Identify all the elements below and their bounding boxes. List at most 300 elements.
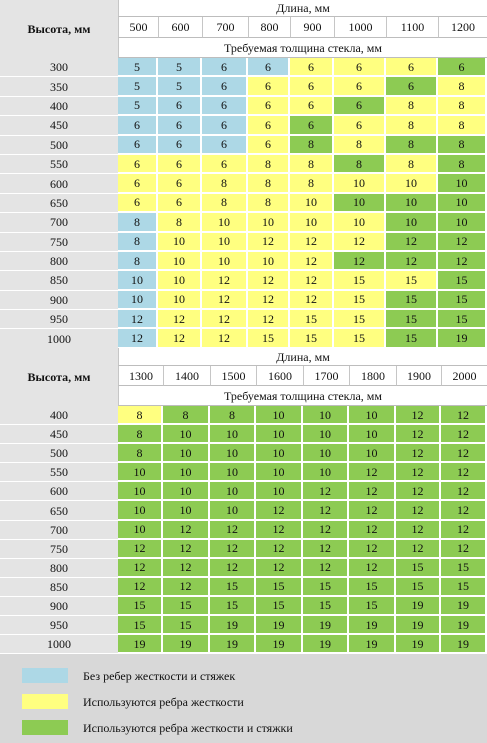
thickness-cell: 12 xyxy=(163,578,210,597)
row-height-label: 850 xyxy=(0,578,118,597)
thickness-cell: 8 xyxy=(334,155,386,174)
thickness-cell: 12 xyxy=(256,501,303,520)
thickness-cell: 12 xyxy=(256,521,303,540)
thickness-cell: 8 xyxy=(386,155,438,174)
thickness-cell: 10 xyxy=(349,406,396,425)
length-header: Длина, мм xyxy=(118,0,487,17)
row-height-label: 850 xyxy=(0,271,118,290)
legend-swatch xyxy=(22,694,68,709)
thickness-cell: 6 xyxy=(202,77,248,96)
row-height-label: 900 xyxy=(0,597,118,616)
thickness-cell: 12 xyxy=(210,540,256,559)
table-row xyxy=(0,463,487,482)
thickness-cell: 19 xyxy=(118,635,163,654)
thickness-cell: 6 xyxy=(202,136,248,155)
thickness-cell: 12 xyxy=(396,425,441,444)
thickness-cell: 12 xyxy=(202,271,248,290)
thickness-cell: 10 xyxy=(438,213,487,232)
thickness-cell: 19 xyxy=(396,635,441,654)
thickness-cell: 10 xyxy=(303,444,349,463)
thickness-cell: 6 xyxy=(248,77,290,96)
thickness-cell: 12 xyxy=(158,310,202,329)
table-row xyxy=(0,616,487,635)
table-row xyxy=(0,97,487,116)
legend-label: Без ребер жесткости и стяжек xyxy=(83,669,236,683)
row-height-label: 300 xyxy=(0,58,118,77)
thickness-cell: 15 xyxy=(334,329,386,348)
thickness-cell: 8 xyxy=(118,252,158,271)
thickness-cell: 10 xyxy=(256,444,303,463)
length-value: 800 xyxy=(248,17,290,38)
thickness-cell: 10 xyxy=(438,174,487,193)
thickness-cell: 15 xyxy=(441,559,487,578)
thickness-cell: 12 xyxy=(349,521,396,540)
thickness-cell: 15 xyxy=(303,597,349,616)
thickness-cell: 8 xyxy=(290,155,334,174)
thickness-cell: 15 xyxy=(441,578,487,597)
table-row xyxy=(0,77,487,96)
thickness-cell: 10 xyxy=(210,482,256,501)
thickness-cell: 10 xyxy=(303,406,349,425)
table-row xyxy=(0,136,487,155)
thickness-cell: 8 xyxy=(386,116,438,135)
row-height-label: 700 xyxy=(0,521,118,540)
thickness-cell: 12 xyxy=(441,521,487,540)
thickness-cell: 8 xyxy=(118,425,163,444)
thickness-cell: 12 xyxy=(396,406,441,425)
thickness-cell: 12 xyxy=(334,252,386,271)
thickness-cell: 15 xyxy=(334,271,386,290)
thickness-cell: 12 xyxy=(248,310,290,329)
thickness-cell: 6 xyxy=(334,77,386,96)
thickness-cell: 12 xyxy=(349,540,396,559)
row-height-label: 400 xyxy=(0,406,118,425)
row-height-label: 700 xyxy=(0,213,118,232)
thickness-cell: 12 xyxy=(396,521,441,540)
thickness-cell: 10 xyxy=(334,174,386,193)
thickness-cell: 12 xyxy=(256,559,303,578)
thickness-cell: 12 xyxy=(118,329,158,348)
thickness-cell: 10 xyxy=(202,252,248,271)
length-value: 1900 xyxy=(396,366,441,386)
thickness-cell: 12 xyxy=(349,559,396,578)
thickness-cell: 12 xyxy=(118,559,163,578)
thickness-cell: 12 xyxy=(349,482,396,501)
thickness-cell: 12 xyxy=(303,482,349,501)
thickness-cell: 6 xyxy=(118,194,158,213)
thickness-cell: 10 xyxy=(118,521,163,540)
thickness-cell: 10 xyxy=(256,406,303,425)
thickness-cell: 12 xyxy=(441,540,487,559)
thickness-cell: 12 xyxy=(349,463,396,482)
thickness-cell: 12 xyxy=(248,291,290,310)
thickness-cell: 10 xyxy=(118,463,163,482)
row-height-label: 950 xyxy=(0,616,118,635)
thickness-cell: 15 xyxy=(386,310,438,329)
thickness-cell: 8 xyxy=(248,194,290,213)
thickness-cell: 19 xyxy=(441,597,487,616)
thickness-cell: 19 xyxy=(396,616,441,635)
row-height-label: 1000 xyxy=(0,635,118,654)
thickness-cell: 15 xyxy=(290,329,334,348)
thickness-cell: 12 xyxy=(290,291,334,310)
thickness-cell: 6 xyxy=(290,97,334,116)
table-row xyxy=(0,252,487,271)
thickness-cell: 12 xyxy=(396,501,441,520)
thickness-cell: 10 xyxy=(256,463,303,482)
table-row xyxy=(0,174,487,193)
thickness-cell: 6 xyxy=(158,155,202,174)
thickness-cell: 6 xyxy=(158,136,202,155)
thickness-cell: 12 xyxy=(303,540,349,559)
thickness-cell: 12 xyxy=(441,425,487,444)
row-height-label: 800 xyxy=(0,559,118,578)
legend-item-no-ribs xyxy=(0,665,487,685)
length-header: Длина, мм xyxy=(118,348,487,366)
thickness-cell: 5 xyxy=(118,77,158,96)
thickness-cell: 10 xyxy=(349,425,396,444)
thickness-header: Требуемая толщина стекла, мм xyxy=(118,38,487,58)
thickness-cell: 12 xyxy=(163,540,210,559)
thickness-header: Требуемая толщина стекла, мм xyxy=(118,386,487,406)
row-height-label: 950 xyxy=(0,310,118,329)
thickness-cell: 10 xyxy=(163,444,210,463)
row-height-label: 1000 xyxy=(0,329,118,348)
thickness-cell: 8 xyxy=(386,97,438,116)
thickness-cell: 12 xyxy=(438,233,487,252)
thickness-cell: 10 xyxy=(334,213,386,232)
thickness-cell: 8 xyxy=(118,233,158,252)
thickness-cell: 15 xyxy=(334,291,386,310)
thickness-cell: 12 xyxy=(396,463,441,482)
thickness-cell: 15 xyxy=(386,271,438,290)
thickness-cell: 10 xyxy=(210,425,256,444)
thickness-cell: 12 xyxy=(158,329,202,348)
row-height-label: 600 xyxy=(0,174,118,193)
thickness-cell: 10 xyxy=(248,213,290,232)
table-row xyxy=(0,58,487,77)
row-height-label: 550 xyxy=(0,155,118,174)
thickness-cell: 10 xyxy=(118,482,163,501)
thickness-cell: 8 xyxy=(386,136,438,155)
thickness-cell: 10 xyxy=(158,271,202,290)
row-height-label: 400 xyxy=(0,97,118,116)
thickness-cell: 10 xyxy=(256,425,303,444)
thickness-cell: 15 xyxy=(396,559,441,578)
thickness-cell: 19 xyxy=(256,616,303,635)
length-value: 2000 xyxy=(441,366,487,386)
thickness-cell: 6 xyxy=(290,77,334,96)
thickness-cell: 19 xyxy=(349,616,396,635)
table-row xyxy=(0,597,487,616)
thickness-cell: 8 xyxy=(438,116,487,135)
thickness-cell: 6 xyxy=(334,58,386,77)
thickness-cell: 19 xyxy=(163,635,210,654)
thickness-cell: 15 xyxy=(256,578,303,597)
row-height-label: 800 xyxy=(0,252,118,271)
thickness-cell: 10 xyxy=(158,291,202,310)
thickness-cell: 12 xyxy=(202,291,248,310)
thickness-cell: 8 xyxy=(202,174,248,193)
thickness-cell: 10 xyxy=(163,482,210,501)
row-height-label: 450 xyxy=(0,116,118,135)
thickness-cell: 15 xyxy=(290,310,334,329)
thickness-cell: 15 xyxy=(349,578,396,597)
thickness-cell: 8 xyxy=(438,77,487,96)
thickness-cell: 8 xyxy=(334,136,386,155)
thickness-cell: 12 xyxy=(290,252,334,271)
legend-swatch xyxy=(22,668,68,683)
thickness-cell: 12 xyxy=(334,233,386,252)
thickness-cell: 15 xyxy=(438,271,487,290)
thickness-cell: 6 xyxy=(158,194,202,213)
table-row xyxy=(0,501,487,520)
thickness-cell: 19 xyxy=(441,616,487,635)
height-header: Высота, мм xyxy=(0,0,118,58)
thickness-cell: 15 xyxy=(438,310,487,329)
thickness-cell: 15 xyxy=(248,329,290,348)
table-row xyxy=(0,233,487,252)
thickness-cell: 19 xyxy=(349,635,396,654)
thickness-cell: 15 xyxy=(163,597,210,616)
length-value: 1200 xyxy=(438,17,487,38)
thickness-cell: 8 xyxy=(118,213,158,232)
row-height-label: 750 xyxy=(0,540,118,559)
thickness-cell: 12 xyxy=(396,540,441,559)
thickness-cell: 15 xyxy=(210,597,256,616)
length-value: 1700 xyxy=(303,366,349,386)
table-row xyxy=(0,291,487,310)
legend-swatch xyxy=(22,720,68,735)
thickness-cell: 12 xyxy=(396,482,441,501)
thickness-cell: 12 xyxy=(441,501,487,520)
thickness-cell: 10 xyxy=(118,501,163,520)
thickness-cell: 5 xyxy=(118,58,158,77)
thickness-cell: 12 xyxy=(290,233,334,252)
thickness-table-2 xyxy=(0,348,487,654)
thickness-cell: 10 xyxy=(163,501,210,520)
thickness-cell: 6 xyxy=(290,58,334,77)
thickness-cell: 8 xyxy=(202,194,248,213)
thickness-cell: 12 xyxy=(303,521,349,540)
thickness-cell: 15 xyxy=(303,578,349,597)
thickness-cell: 10 xyxy=(210,463,256,482)
thickness-cell: 6 xyxy=(248,136,290,155)
table-row xyxy=(0,559,487,578)
length-value: 500 xyxy=(118,17,158,38)
thickness-cell: 15 xyxy=(386,329,438,348)
thickness-cell: 10 xyxy=(334,194,386,213)
row-height-label: 350 xyxy=(0,77,118,96)
thickness-cell: 12 xyxy=(386,233,438,252)
thickness-cell: 15 xyxy=(386,291,438,310)
row-height-label: 750 xyxy=(0,233,118,252)
legend-label: Используются ребра жесткости и стяжки xyxy=(83,721,293,735)
legend-item-ribs-and-ties xyxy=(0,717,487,737)
table-row xyxy=(0,635,487,654)
row-height-label: 500 xyxy=(0,136,118,155)
thickness-cell: 8 xyxy=(158,213,202,232)
thickness-cell: 8 xyxy=(248,155,290,174)
thickness-cell: 12 xyxy=(303,559,349,578)
legend-item-ribs xyxy=(0,691,487,711)
thickness-cell: 10 xyxy=(290,213,334,232)
table-row xyxy=(0,540,487,559)
legend xyxy=(0,662,487,743)
thickness-cell: 10 xyxy=(158,252,202,271)
thickness-cell: 8 xyxy=(438,97,487,116)
length-value: 700 xyxy=(202,17,248,38)
length-value: 1100 xyxy=(386,17,438,38)
table-row xyxy=(0,521,487,540)
thickness-cell: 6 xyxy=(334,116,386,135)
thickness-cell: 12 xyxy=(441,482,487,501)
thickness-cell: 19 xyxy=(303,616,349,635)
thickness-cell: 15 xyxy=(256,597,303,616)
thickness-cell: 6 xyxy=(118,116,158,135)
thickness-cell: 19 xyxy=(256,635,303,654)
thickness-cell: 12 xyxy=(210,559,256,578)
thickness-cell: 10 xyxy=(163,463,210,482)
thickness-cell: 10 xyxy=(438,194,487,213)
thickness-cell: 8 xyxy=(118,444,163,463)
thickness-cell: 10 xyxy=(118,271,158,290)
thickness-cell: 12 xyxy=(118,310,158,329)
thickness-cell: 10 xyxy=(202,233,248,252)
thickness-cell: 6 xyxy=(248,116,290,135)
thickness-cell: 10 xyxy=(210,444,256,463)
thickness-cell: 6 xyxy=(118,155,158,174)
thickness-cell: 19 xyxy=(210,635,256,654)
row-height-label: 500 xyxy=(0,444,118,463)
thickness-cell: 8 xyxy=(290,174,334,193)
thickness-cell: 6 xyxy=(290,116,334,135)
thickness-cell: 12 xyxy=(248,271,290,290)
thickness-cell: 12 xyxy=(202,329,248,348)
thickness-cell: 15 xyxy=(438,291,487,310)
thickness-cell: 12 xyxy=(210,521,256,540)
thickness-cell: 6 xyxy=(202,116,248,135)
thickness-cell: 8 xyxy=(290,136,334,155)
thickness-cell: 12 xyxy=(163,521,210,540)
thickness-cell: 10 xyxy=(210,501,256,520)
thickness-cell: 19 xyxy=(210,616,256,635)
table-row xyxy=(0,578,487,597)
thickness-cell: 15 xyxy=(118,597,163,616)
thickness-cell: 10 xyxy=(386,194,438,213)
thickness-cell: 12 xyxy=(118,578,163,597)
thickness-cell: 8 xyxy=(438,155,487,174)
thickness-cell: 12 xyxy=(303,501,349,520)
thickness-cell: 6 xyxy=(438,58,487,77)
legend-label: Используются ребра жесткости xyxy=(83,695,244,709)
length-value: 1800 xyxy=(349,366,396,386)
table-row xyxy=(0,310,487,329)
table-row xyxy=(0,406,487,425)
thickness-cell: 5 xyxy=(158,58,202,77)
row-height-label: 550 xyxy=(0,463,118,482)
thickness-cell: 12 xyxy=(441,444,487,463)
thickness-cell: 6 xyxy=(158,174,202,193)
thickness-cell: 12 xyxy=(438,252,487,271)
thickness-cell: 8 xyxy=(210,406,256,425)
row-height-label: 600 xyxy=(0,482,118,501)
thickness-cell: 12 xyxy=(349,501,396,520)
thickness-cell: 15 xyxy=(334,310,386,329)
table-row xyxy=(0,425,487,444)
thickness-cell: 12 xyxy=(396,444,441,463)
thickness-cell: 8 xyxy=(118,406,163,425)
thickness-cell: 10 xyxy=(386,174,438,193)
thickness-cell: 10 xyxy=(386,213,438,232)
thickness-cell: 15 xyxy=(163,616,210,635)
thickness-cell: 12 xyxy=(256,540,303,559)
thickness-cell: 6 xyxy=(118,174,158,193)
length-value: 600 xyxy=(158,17,202,38)
thickness-cell: 12 xyxy=(441,406,487,425)
thickness-cell: 10 xyxy=(118,291,158,310)
thickness-cell: 10 xyxy=(158,233,202,252)
thickness-cell: 10 xyxy=(202,213,248,232)
thickness-cell: 6 xyxy=(334,97,386,116)
table-row xyxy=(0,482,487,501)
thickness-cell: 6 xyxy=(158,97,202,116)
thickness-cell: 12 xyxy=(118,540,163,559)
thickness-cell: 12 xyxy=(290,271,334,290)
table-row xyxy=(0,271,487,290)
length-value: 900 xyxy=(290,17,334,38)
thickness-cell: 10 xyxy=(290,194,334,213)
length-value: 1000 xyxy=(334,17,386,38)
length-value: 1400 xyxy=(163,366,210,386)
table-row xyxy=(0,116,487,135)
thickness-cell: 10 xyxy=(256,482,303,501)
thickness-cell: 6 xyxy=(202,97,248,116)
thickness-cell: 10 xyxy=(303,425,349,444)
thickness-cell: 6 xyxy=(248,97,290,116)
thickness-cell: 15 xyxy=(349,597,396,616)
thickness-cell: 19 xyxy=(441,635,487,654)
thickness-cell: 19 xyxy=(303,635,349,654)
thickness-cell: 15 xyxy=(210,578,256,597)
thickness-cell: 6 xyxy=(158,116,202,135)
thickness-table-1 xyxy=(0,0,487,349)
thickness-cell: 10 xyxy=(349,444,396,463)
row-height-label: 900 xyxy=(0,291,118,310)
thickness-cell: 8 xyxy=(248,174,290,193)
thickness-cell: 15 xyxy=(118,616,163,635)
thickness-cell: 10 xyxy=(303,463,349,482)
thickness-cell: 6 xyxy=(202,155,248,174)
thickness-cell: 6 xyxy=(248,58,290,77)
length-value: 1300 xyxy=(118,366,163,386)
thickness-cell: 10 xyxy=(248,252,290,271)
thickness-cell: 5 xyxy=(118,97,158,116)
thickness-cell: 6 xyxy=(386,77,438,96)
thickness-cell: 12 xyxy=(248,233,290,252)
height-header: Высота, мм xyxy=(0,348,118,406)
thickness-cell: 15 xyxy=(396,578,441,597)
length-value: 1500 xyxy=(210,366,256,386)
table-row xyxy=(0,329,487,348)
thickness-cell: 6 xyxy=(386,58,438,77)
thickness-cell: 8 xyxy=(163,406,210,425)
thickness-cell: 5 xyxy=(158,77,202,96)
thickness-cell: 12 xyxy=(441,463,487,482)
thickness-cell: 6 xyxy=(202,58,248,77)
length-value: 1600 xyxy=(256,366,303,386)
table-row xyxy=(0,155,487,174)
